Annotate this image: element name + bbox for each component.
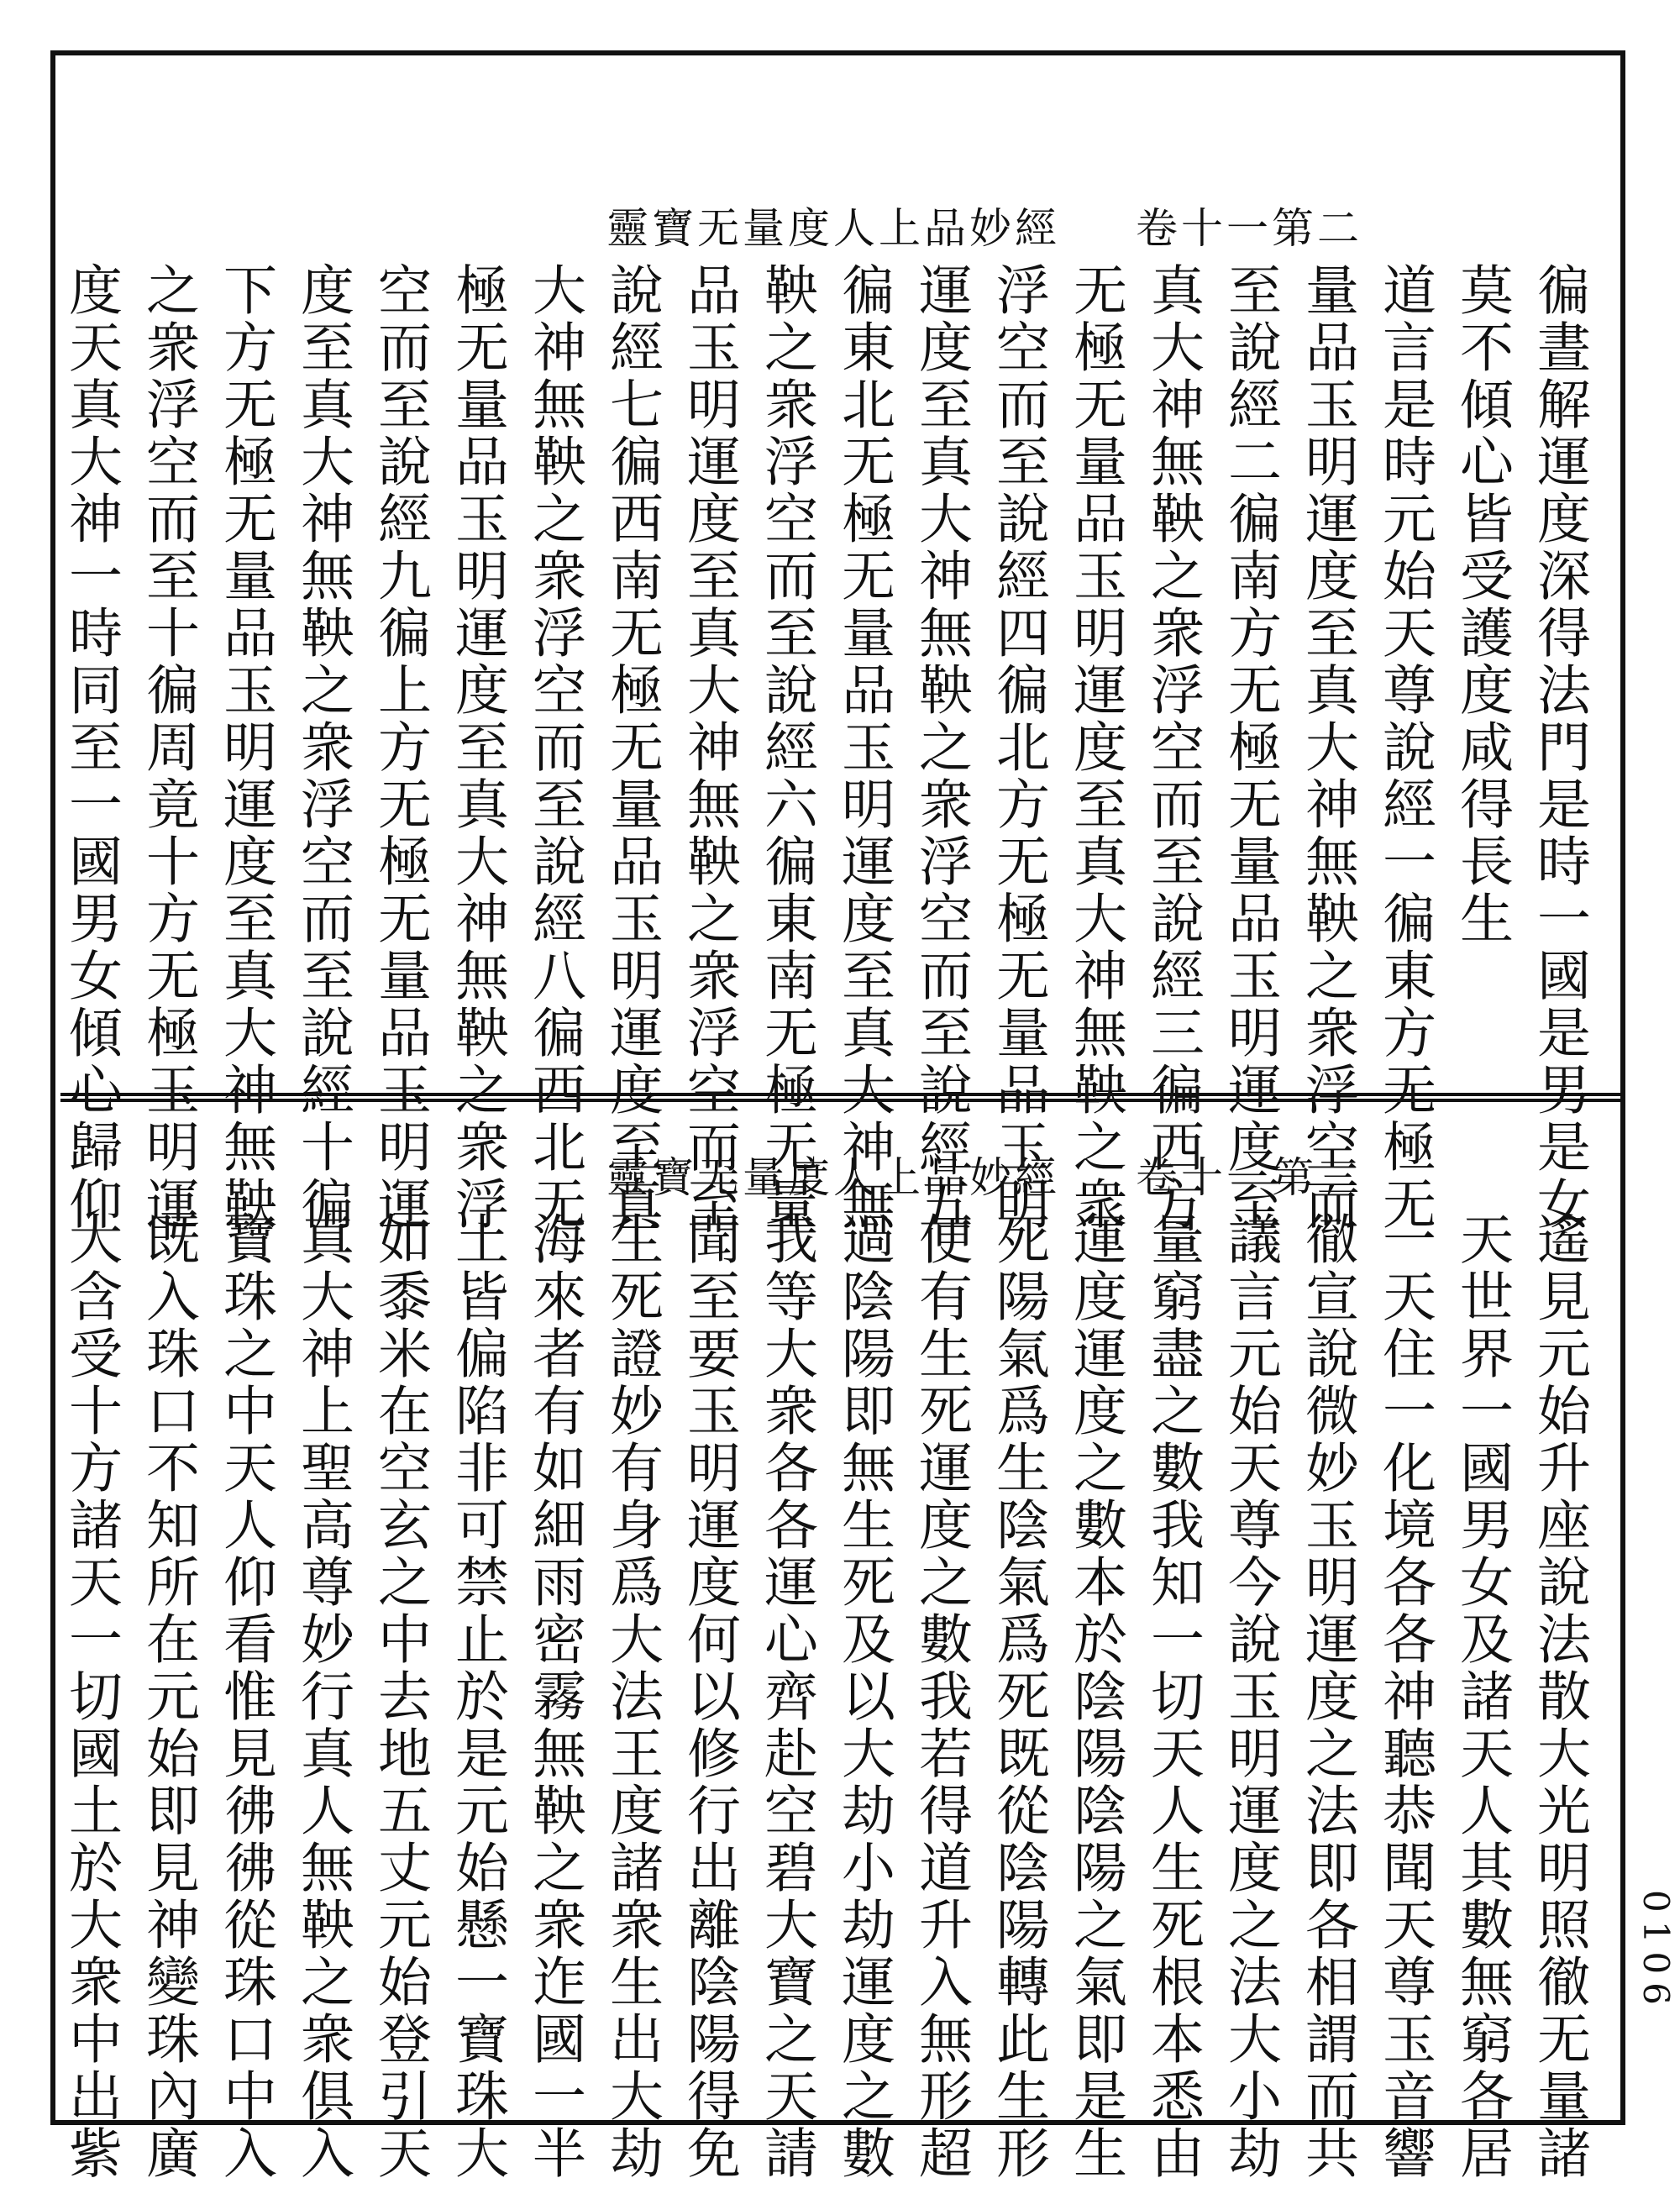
text-line: 既入珠口不知所在元始即見神變珠內廣 [137,1211,199,2182]
page-number: 0106 [1635,1890,1677,2013]
text-line: 說經七徧西南无極无量品玉明運度至真 [601,262,663,1233]
book-title: 靈寶无量度人上品妙經 [606,1153,1060,1202]
text-line: 便有生死運度之數我若得道升入無形超 [910,1211,972,2182]
text-line: 生死證妙有身爲大法王度諸衆生出大劫 [601,1211,663,2182]
text-line: 度天真大神一時同至一國男女傾心歸仰 [60,262,122,1233]
text-line: 徧東北无極无量品玉明運度至真大神無 [832,262,895,1233]
text-line: 莫不傾心皆受護度咸得長生 [1451,262,1513,947]
text-line: 極无量品玉明運度至真大神無鞅之衆浮 [446,262,508,1233]
text-line: 運度至真大神無鞅之衆浮空而至說經五 [910,262,972,1233]
scripture-spread [50,50,1625,2182]
text-line: 度至真大神無鞅之衆浮空而至說經十徧 [291,262,354,1233]
text-line: 无極无量品玉明運度至真大神無鞅之衆 [1064,262,1126,1233]
text-line: 海來者有如細雨密霧無鞅之衆迮國一半 [523,1211,585,2182]
running-head [598,1144,1371,1211]
text-line: 天世界一國男女及諸天人其數無窮各居 [1451,1211,1513,2182]
text-line: 寶珠之中天人仰看惟見彿彿從珠口中入 [214,1211,276,2182]
text-line: 運度運度之數本於陰陽陰陽之氣即是生 [1064,1211,1126,2182]
text-line: 死陽氣爲生陰氣爲死既從陰陽轉此生形 [987,1211,1049,2182]
text-line: 徧晝解運度深得法門是時一國是男是女 [1528,262,1590,1233]
text-line: 如黍米在空玄之中去地五丈元始登引天 [369,1211,431,2182]
text-line: 大含受十方諸天一切國土於大衆中出紫 [60,1211,122,2182]
text-line: 道言是時元始天尊說經一徧東方无極无 [1373,262,1436,1233]
section-label: 卷十一第二 [1136,204,1362,253]
text-line: 過陰陽即無生死及以大劫小劫運度之數 [832,1211,895,2182]
text-line: 遙見元始升座說法散大光明照徹无量諸 [1528,1211,1590,2182]
text-line: 至說經二徧南方无極无量品玉明運度至 [1219,262,1281,1233]
text-line: 之衆浮空而至十徧周竟十方无極玉明運 [137,262,199,1233]
text-line: 聞至要玉明運度何以修行出離陰陽得免 [678,1211,740,2182]
text-line: 徹宣說微妙玉明運度之法即各相謂而共 [1296,1211,1358,2182]
page-divider [60,1093,1620,1102]
text-line: 下方无極无量品玉明運度至真大神無鞅 [214,262,276,1233]
text-line: 土皆偏陷非可禁止於是元始懸一寶珠大 [446,1211,508,2182]
running-head [598,195,1371,262]
text-line: 浮空而至說經四徧北方无極无量品玉明 [987,262,1049,1233]
text-line: 量品玉明運度至真大神無鞅之衆浮空而 [1296,262,1358,1233]
text-line: 量窮盡之數我知一切天人生死根本悉由 [1142,1211,1204,2182]
bottom-page [60,1102,1620,2182]
text-line: 真大神無鞅之衆浮空而至說經三徧西方 [1142,262,1204,1233]
text-line: 鞅之衆浮空而至說經六徧東南无極无量 [755,262,817,1233]
section-label: 卷十一第三 [1136,1153,1362,1202]
text-line: 大神無鞅之衆浮空而至說經八徧西北无 [523,262,585,1233]
text-line: 品玉明運度至真大神無鞅之衆浮空而至 [678,262,740,1233]
text-line: 我等大衆各各運心齊赴空碧大寶之天請 [755,1211,817,2182]
text-line: 真大神上聖高尊妙行真人無鞅之衆俱入 [291,1211,354,2182]
text-line: 一天住一化境各各神聽恭聞天尊玉音響 [1373,1211,1436,2182]
text-line: 空而至說經九徧上方无極无量品玉明運 [369,262,431,1233]
book-title: 靈寶无量度人上品妙經 [606,204,1060,253]
text-line: 議言元始天尊今說玉明運度之法大小劫 [1219,1211,1281,2182]
scripture-text [60,1211,1598,2182]
